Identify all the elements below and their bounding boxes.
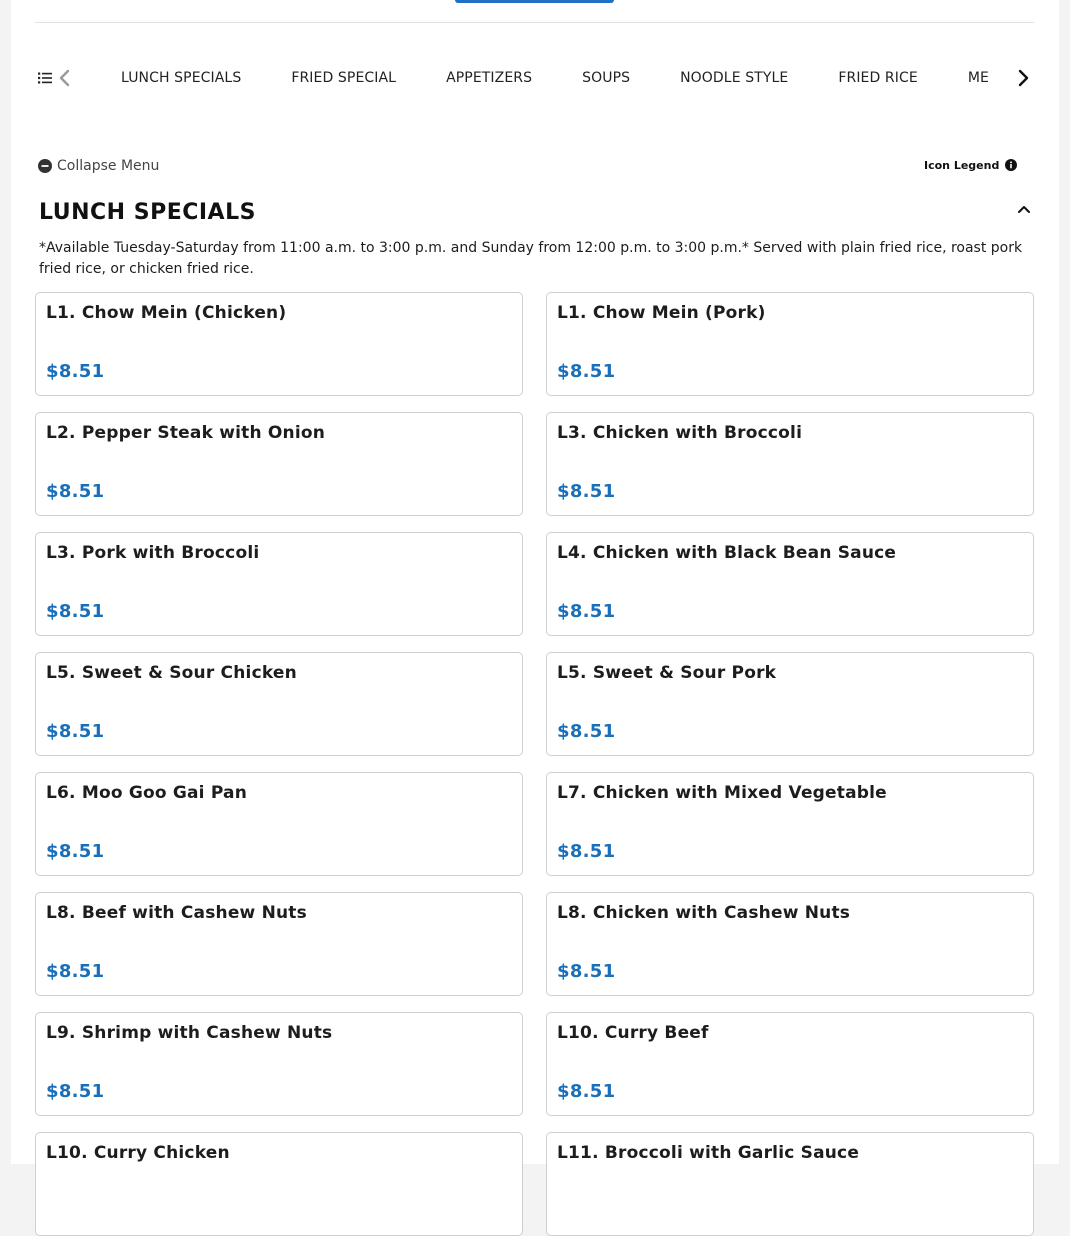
menu-item-card[interactable] (35, 772, 523, 876)
menu-item-price: $8.51 (46, 481, 105, 502)
category-tab[interactable]: ME (967, 70, 989, 86)
page (11, 0, 1059, 1164)
section-description: *Available Tuesday-Saturday from 11:00 a.m. to 3:00 p.m. and Sunday from 12:00 p.m. to 3:00 p.m.* Served with plain fried rice, roast pork fried rice, or chicken fried rice. (39, 240, 1023, 277)
menu-item-grid (35, 292, 1034, 1236)
menu-item-name: L9. Shrimp with Cashew Nuts (46, 1023, 333, 1043)
menu-item-card[interactable] (546, 1132, 1034, 1236)
menu-item-name: L10. Curry Chicken (46, 1143, 230, 1163)
menu-item-card[interactable] (35, 1132, 523, 1236)
menu-item-card[interactable] (546, 532, 1034, 636)
menu-item-name: L10. Curry Beef (557, 1023, 709, 1043)
menu-item-price: $8.51 (46, 601, 105, 622)
menu-item-price: $8.51 (557, 601, 616, 622)
info-circle-icon (1005, 159, 1017, 171)
icon-legend-button[interactable] (924, 156, 1017, 174)
menu-item-price: $8.51 (557, 721, 616, 742)
menu-item-price: $8.51 (557, 481, 616, 502)
category-track (95, 56, 989, 100)
section-title: LUNCH SPECIALS (39, 200, 256, 225)
menu-item-price: $8.51 (46, 721, 105, 742)
menu-item-card[interactable] (546, 292, 1034, 396)
menu-item-name: L4. Chicken with Black Bean Sauce (557, 543, 897, 563)
menu-item-price: $8.51 (557, 1081, 616, 1102)
menu-item-card[interactable] (546, 772, 1034, 876)
menu-item-name: L3. Pork with Broccoli (46, 543, 260, 563)
top-action-button[interactable] (455, 0, 614, 3)
menu-item-card[interactable] (546, 1012, 1034, 1116)
menu-item-price: $8.51 (557, 361, 616, 382)
menu-item-card[interactable] (546, 412, 1034, 516)
menu-item-name: L1. Chow Mein (Chicken) (46, 303, 287, 323)
category-nav (35, 56, 1034, 100)
menu-item-price: $8.51 (46, 841, 105, 862)
menu-item-name: L8. Chicken with Cashew Nuts (557, 903, 851, 923)
minus-circle-icon (38, 159, 52, 173)
menu-item-name: L8. Beef with Cashew Nuts (46, 903, 307, 923)
menu-item-name: L11. Broccoli with Garlic Sauce (557, 1143, 860, 1163)
menu-item-price: $8.51 (46, 361, 105, 382)
category-tab[interactable]: NOODLE STYLE (680, 70, 789, 86)
menu-item-price: $8.51 (46, 1081, 105, 1102)
menu-item-price: $8.51 (557, 841, 616, 862)
menu-item-name: L1. Chow Mein (Pork) (557, 303, 766, 323)
chevron-left-icon[interactable] (57, 68, 73, 88)
menu-item-name: L6. Moo Goo Gai Pan (46, 783, 248, 803)
menu-item-price: $8.51 (46, 961, 105, 982)
menu-item-name: L7. Chicken with Mixed Vegetable (557, 783, 887, 803)
collapse-menu-label: Collapse Menu (57, 158, 160, 174)
menu-item-card[interactable] (35, 412, 523, 516)
category-tab[interactable]: SOUPS (582, 70, 631, 86)
menu-item-card[interactable] (546, 892, 1034, 996)
menu-item-card[interactable] (35, 892, 523, 996)
chevron-right-icon[interactable] (1015, 68, 1031, 88)
menu-item-card[interactable] (35, 532, 523, 636)
list-icon[interactable] (37, 70, 53, 86)
menu-item-name: L2. Pepper Steak with Onion (46, 423, 326, 443)
menu-item-name: L3. Chicken with Broccoli (557, 423, 803, 443)
menu-item-card[interactable] (546, 652, 1034, 756)
category-tab[interactable]: FRIED SPECIAL (291, 70, 397, 86)
icon-legend-label: Icon Legend (924, 158, 1000, 172)
menu-item-name: L5. Sweet & Sour Chicken (46, 663, 297, 683)
menu-item-name: L5. Sweet & Sour Pork (557, 663, 777, 683)
category-tab[interactable]: LUNCH SPECIALS (121, 70, 242, 86)
menu-item-card[interactable] (35, 1012, 523, 1116)
collapse-menu-button[interactable] (38, 157, 159, 175)
menu-item-card[interactable] (35, 652, 523, 756)
chevron-up-icon[interactable] (1016, 201, 1032, 217)
category-tab[interactable]: FRIED RICE (838, 70, 918, 86)
menu-item-card[interactable] (35, 292, 523, 396)
menu-item-price: $8.51 (557, 961, 616, 982)
category-tab[interactable]: APPETIZERS (446, 70, 533, 86)
divider (35, 22, 1034, 23)
